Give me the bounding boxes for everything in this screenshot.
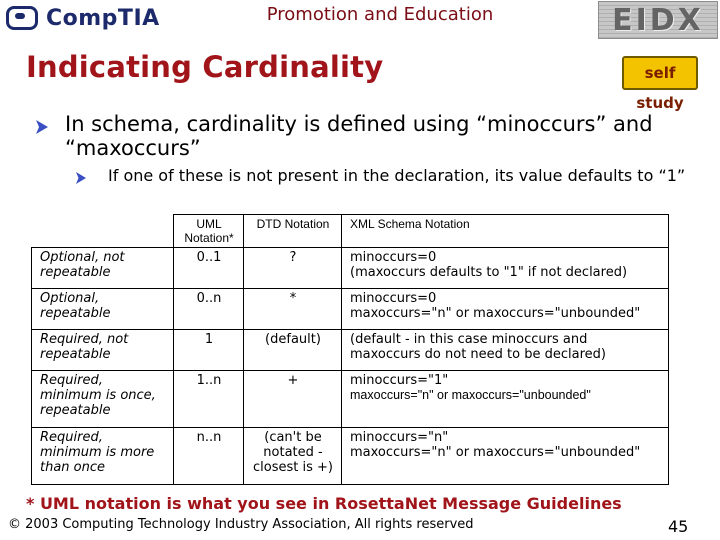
xsd-cell (342, 330, 669, 371)
bullet-level-2 (76, 166, 696, 185)
table-header-row (32, 215, 669, 248)
col-header-dtd: DTD Notation (244, 215, 342, 248)
row-label: Optional, not repeatable (32, 248, 174, 289)
uml-cell: 0..n (174, 289, 244, 330)
xsd-cell (342, 289, 669, 330)
xsd-cell (342, 371, 669, 428)
table-corner-cell (32, 215, 174, 248)
dtd-cell: * (244, 289, 342, 330)
row-label: Required, minimum is more than once (32, 428, 174, 485)
uml-footnote: * UML notation is what you see in RosettaNet Message Guidelines (26, 494, 622, 513)
bullet-level-1 (36, 112, 686, 160)
xsd-line: maxoccurs="n" or maxoccurs="unbounded" (350, 445, 641, 460)
xsd-line: maxoccurs="n" or maxoccurs="unbounded" (350, 388, 591, 402)
slide-title: Indicating Cardinality (26, 50, 384, 84)
xsd-line: (maxoccurs defaults to "1" if not declared) (350, 265, 628, 280)
xsd-cell (342, 428, 669, 485)
copyright-notice: © 2003 Computing Technology Industry Association, All rights reserved (8, 517, 474, 532)
bullet-arrow-icon (76, 172, 86, 184)
header-band (0, 0, 720, 40)
table-row (32, 330, 669, 371)
comptia-logo (6, 6, 160, 30)
uml-cell: 0..1 (174, 248, 244, 289)
dtd-cell: (can't be notated - closest is +) (244, 428, 342, 485)
dtd-cell: ? (244, 248, 342, 289)
xsd-line: maxoccurs do not need to be declared) (350, 347, 606, 362)
comptia-logo-mark-icon (6, 6, 38, 30)
brand-name: CompTIA (46, 5, 160, 31)
self-study-badge: self study (622, 56, 698, 90)
eidx-logo (598, 1, 718, 39)
bullet-text: If one of these is not present in the declaration, its value defaults to “1” (108, 166, 686, 185)
table-row (32, 248, 669, 289)
bullet-text: In schema, cardinality is defined using “minoccurs” and “maxoccurs” (65, 112, 653, 160)
cardinality-table (31, 214, 669, 485)
dtd-cell: (default) (244, 330, 342, 371)
row-label: Optional, repeatable (32, 289, 174, 330)
row-label: Required, minimum is once, repeatable (32, 371, 174, 428)
table-row (32, 428, 669, 485)
table-row (32, 371, 669, 428)
xsd-cell (342, 248, 669, 289)
uml-cell: 1 (174, 330, 244, 371)
xsd-line: minoccurs=0 (350, 291, 437, 306)
xsd-line: minoccurs="n" (350, 430, 449, 445)
dtd-cell: + (244, 371, 342, 428)
xsd-line: minoccurs=0 (350, 250, 437, 265)
col-header-uml: UML Notation* (174, 215, 244, 248)
eidx-logo-letters: EIDX (612, 3, 704, 38)
col-header-xsd: XML Schema Notation (342, 215, 669, 248)
xsd-line: minoccurs="1" (350, 373, 449, 388)
xsd-line: (default - in this case minoccurs and (350, 332, 588, 347)
xsd-line: maxoccurs="n" or maxoccurs="unbounded" (350, 306, 641, 321)
row-label: Required, not repeatable (32, 330, 174, 371)
header-tagline: Promotion and Education (266, 4, 494, 25)
bullet-arrow-icon (36, 120, 48, 134)
page-number: 45 (668, 517, 689, 536)
uml-cell: 1..n (174, 371, 244, 428)
table-row (32, 289, 669, 330)
uml-cell: n..n (174, 428, 244, 485)
